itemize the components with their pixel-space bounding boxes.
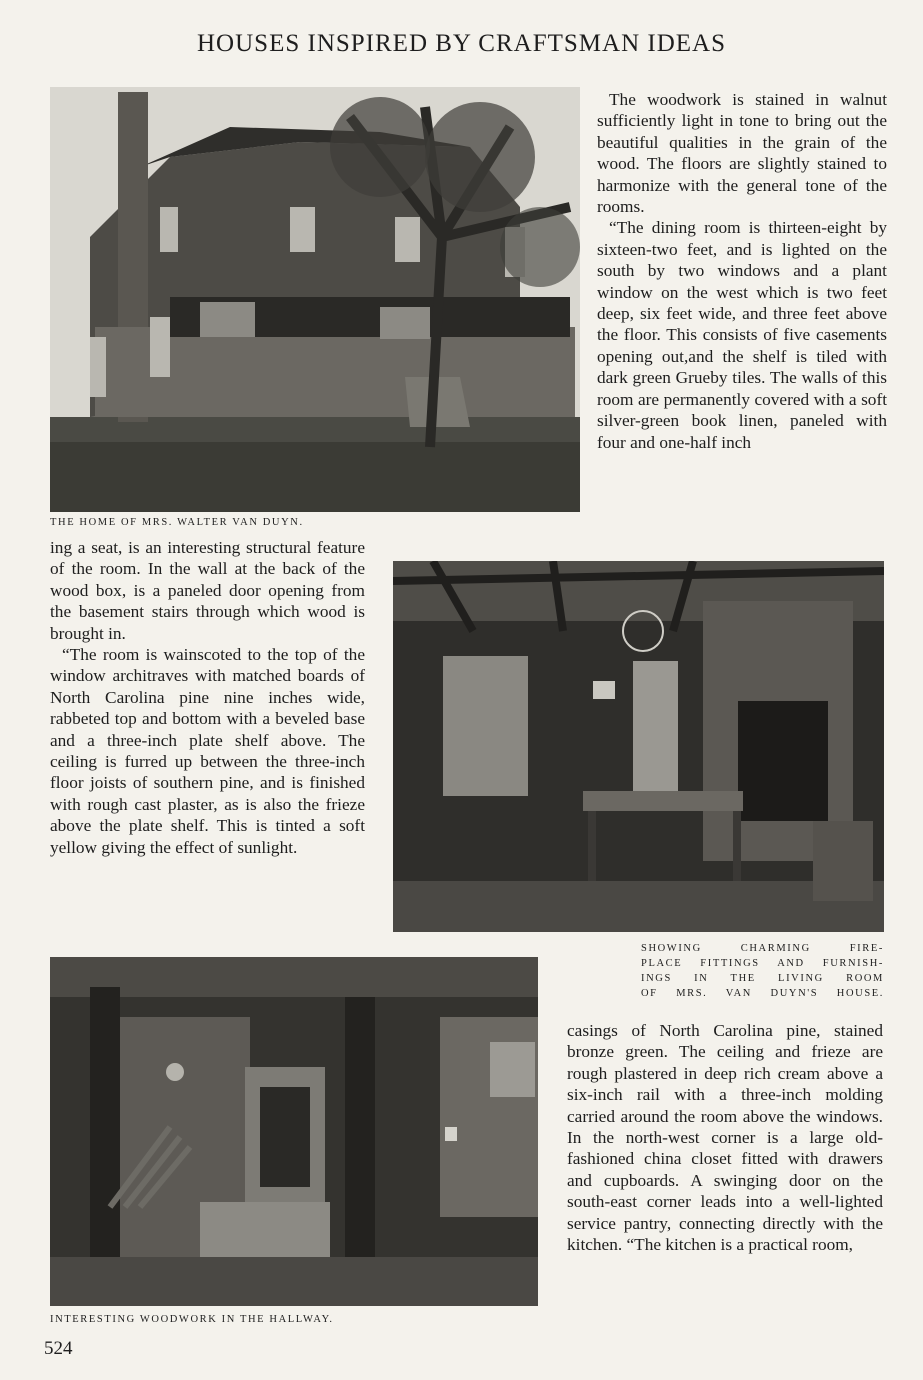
caption-line: PLACE FITTINGS AND FURNISH- bbox=[641, 958, 884, 969]
house-caption: THE HOME OF MRS. WALTER VAN DUYN. bbox=[50, 517, 304, 528]
text-column-right-bottom bbox=[567, 1020, 883, 1255]
paragraph: “The room is wainscoted to the top of the window architraves with matched boards of North Carolina pine nine inches wide, rabbeted top and bottom with a beveled base and a three-inch plate shelf above. The ceiling is furred up between the three-inch floor joists of southern pine, and is finished with rough cast plaster, as is also the frieze above the plate shelf. This is tinted a soft yellow giving the effect of sunlight. bbox=[50, 645, 365, 857]
caption-line: OF MRS. VAN DUYN'S HOUSE. bbox=[641, 988, 884, 999]
page-title: HOUSES INSPIRED BY CRAFTSMAN IDEAS bbox=[197, 30, 726, 57]
paragraph: “The dining room is thirteen-eight by sixteen-two feet, and is lighted on the south by two windows and a plant window on the west which is two feet deep, six feet wide, and three feet above the floor. This consists of five casements opening out,and the shelf is tiled with dark green Grueby tiles. The walls of this room are permanently covered with a soft silver-green book linen, paneled with four and one-half inch bbox=[597, 218, 887, 452]
hallway-caption: INTERESTING WOODWORK IN THE HALLWAY. bbox=[50, 1314, 334, 1325]
paragraph: The woodwork is stained in walnut sufficiently light in tone to bring out the beautiful qualities in the grain of the wood. The floors are slightly stained to harmonize with the general tone of the rooms. bbox=[597, 90, 887, 217]
page-number: 524 bbox=[44, 1338, 73, 1359]
living-room-photo bbox=[393, 561, 884, 932]
hallway-photo bbox=[50, 957, 538, 1306]
living-room-caption bbox=[641, 941, 884, 1001]
text-column-right-top bbox=[597, 89, 887, 453]
caption-line: INGS IN THE LIVING ROOM bbox=[641, 973, 884, 984]
paragraph: ing a seat, is an interesting structural feature of the room. In the wall at the back of the wood box, is a paneled door opening from the basement stairs through which wood is brought in. bbox=[50, 538, 365, 643]
caption-line: SHOWING CHARMING FIRE- bbox=[641, 943, 884, 954]
paragraph: casings of North Carolina pine, stained bronze green. The ceiling and frieze are rough plastered in deep rich cream above a six-inch rail with a three-inch molding carried around the room above the windows. In the north-west corner is a large old-fashioned china closet fitted with drawers and cupboards. A swinging door on the south-east corner leads into a well-lighted service pantry, connecting directly with the kitchen. “The kitchen is a practical room, bbox=[567, 1021, 883, 1255]
text-column-left-middle bbox=[50, 537, 365, 858]
house-photo bbox=[50, 87, 580, 512]
